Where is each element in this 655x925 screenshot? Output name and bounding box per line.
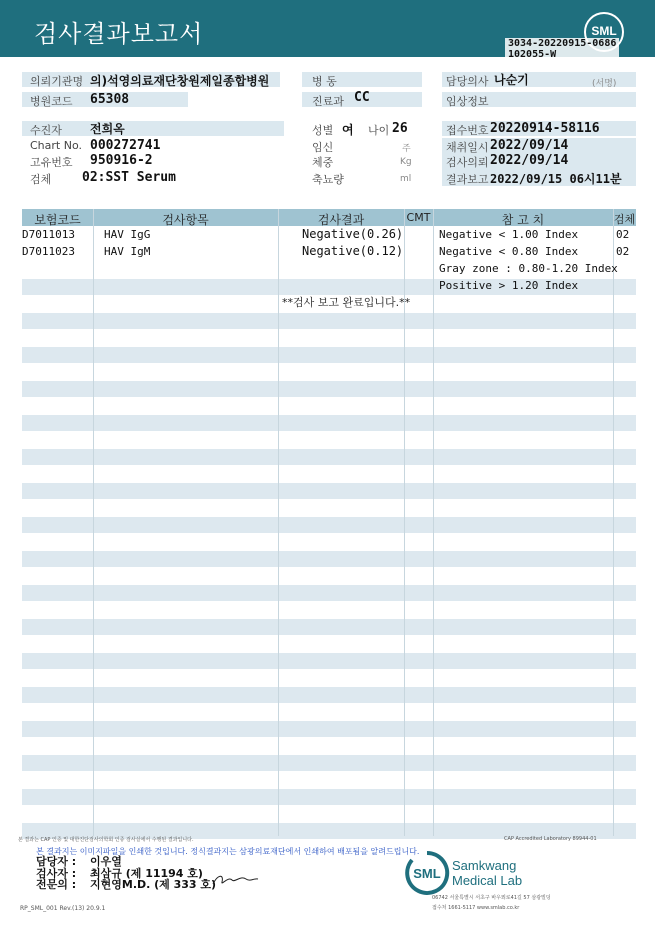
table-stripe-row	[22, 347, 636, 363]
weight-label: 체중	[312, 156, 334, 169]
row-item: HAV IgG	[104, 228, 151, 241]
receipt-label: 접수번호	[446, 124, 489, 137]
chart-label: Chart No.	[30, 139, 82, 152]
th-cmt: CMT	[406, 211, 431, 224]
receipt-value: 20220914-58116	[490, 121, 600, 136]
row-specimen: 02	[616, 245, 630, 258]
table-stripe-row	[22, 551, 636, 567]
th-reference: 참 고 치	[501, 213, 545, 227]
table-stripe-row	[22, 755, 636, 771]
pregnancy-unit: 주	[402, 144, 411, 154]
request-value: 2022/09/14	[490, 153, 569, 168]
ward-label: 병 동	[312, 75, 337, 88]
col-divider	[278, 209, 279, 836]
urine-label: 축뇨량	[312, 173, 344, 186]
logo-name-line2: Medical Lab	[452, 873, 523, 888]
dept-value: CC	[354, 90, 370, 105]
row-item: HAV IgM	[104, 245, 151, 258]
form-code: RP_SML_001 Rev.(13) 20.9.1	[20, 905, 106, 912]
svg-text:SML: SML	[413, 866, 441, 881]
collect-label: 채취일시	[446, 141, 489, 154]
th-item: 검사항목	[162, 213, 209, 227]
age-value: 26	[392, 121, 408, 136]
table-stripe-row	[22, 483, 636, 499]
requester-value: 의)석영의료재단창원제일종합병원	[90, 74, 270, 88]
patient-label: 수진자	[30, 124, 62, 137]
col-divider	[613, 209, 614, 836]
in-charge-label: 담당자 :	[36, 855, 77, 868]
table-stripe-row	[22, 687, 636, 703]
row-result: Negative(0.26)	[302, 227, 404, 241]
specialist-label: 전문의 :	[36, 878, 77, 891]
row-reference: Negative < 1.00 Index	[439, 228, 579, 241]
urine-unit: ml	[400, 174, 412, 184]
row-specimen: 02	[616, 228, 630, 241]
table-stripe-row	[22, 517, 636, 533]
table-stripe-row	[22, 789, 636, 805]
table-stripe-row	[22, 721, 636, 737]
printout-notice: 본 결과지는 이미지파일을 인쇄한 것입니다. 정식결과지는 삼광의료재단에서 인쇄하여 배포됨을 알려드립니다.	[36, 847, 420, 856]
table-stripe-row	[22, 415, 636, 431]
table-stripe-row	[22, 653, 636, 669]
request-label: 검사의뢰	[446, 156, 489, 169]
in-charge-value: 이우열	[90, 855, 122, 868]
row-result: Negative(0.12)	[302, 244, 404, 258]
samkwang-logo-icon	[404, 850, 450, 896]
pregnancy-label: 임신	[312, 141, 334, 154]
report-complete-note: **검사 보고 완료입니다.**	[282, 296, 411, 309]
table-stripe-row	[22, 449, 636, 465]
specimen-value: 02:SST Serum	[82, 170, 176, 185]
doctor-signature-note: (서명)	[592, 79, 617, 89]
dept-label: 진료과	[312, 95, 344, 108]
sex-label: 성별	[312, 124, 334, 137]
row-code: D7011023	[22, 245, 75, 258]
hospital-code-value: 65308	[90, 92, 130, 107]
signature-icon	[210, 870, 260, 888]
lab-address: 06742 서울특별시 서초구 바우뫼로41길 57 삼광빌딩	[432, 895, 551, 901]
th-result: 검사결과	[317, 213, 365, 227]
cap-note: CAP Accredited Laboratory 89944-01	[504, 836, 597, 842]
tester-value: 최삼규 (제 11194 호)	[90, 867, 203, 880]
id-value: 950916-2	[90, 153, 153, 168]
table-stripe-row	[22, 381, 636, 397]
barcode-id: 3034-20220915-0686 102055-W	[505, 38, 619, 60]
row-code: D7011013	[22, 228, 75, 241]
age-label: 나이	[368, 124, 390, 137]
table-stripe-row	[22, 619, 636, 635]
th-specimen: 검체	[613, 213, 636, 226]
requester-label: 의뢰기관명	[30, 75, 84, 88]
report-date-value: 2022/09/15 06시11분	[490, 172, 622, 186]
col-divider	[93, 209, 94, 836]
hospital-code-label: 병원코드	[30, 95, 73, 108]
weight-unit: Kg	[400, 157, 412, 167]
col-divider	[433, 209, 434, 836]
report-date-label: 결과보고	[446, 173, 489, 186]
row-reference: Negative < 0.80 Index	[439, 245, 579, 258]
id-label: 고유번호	[30, 156, 73, 169]
doctor-label: 담당의사	[446, 75, 489, 88]
lab-contact: 접수처 1661-5117 www.smlab.co.kr	[432, 905, 520, 911]
report-title: 검사결과보고서	[34, 20, 204, 48]
chart-value: 000272741	[90, 138, 161, 153]
table-stripe-row	[22, 313, 636, 329]
specimen-label: 검체	[30, 173, 52, 186]
th-code: 보험코드	[34, 213, 81, 227]
table-stripe-row	[22, 585, 636, 601]
tester-label: 검사자 :	[36, 867, 77, 880]
collect-value: 2022/09/14	[490, 138, 569, 153]
doctor-value: 나순기	[494, 73, 529, 87]
accreditation-note: 본 결과는 CAP 인증 및 대한진단검사의학회 인증 검사실에서 수행된 결과입니다.	[18, 837, 194, 843]
patient-value: 전희옥	[90, 122, 125, 136]
logo-name-line1: Samkwang	[452, 858, 517, 873]
reference-gray-zone: Gray zone : 0.80-1.20 Index	[439, 262, 618, 275]
clinical-label: 임상정보	[446, 95, 489, 108]
specialist-value: 지현영M.D. (제 333 호)	[90, 878, 217, 891]
reference-positive: Positive > 1.20 Index	[439, 279, 579, 292]
sml-logo-badge: SML	[584, 12, 624, 52]
sex-value: 여	[342, 123, 354, 137]
